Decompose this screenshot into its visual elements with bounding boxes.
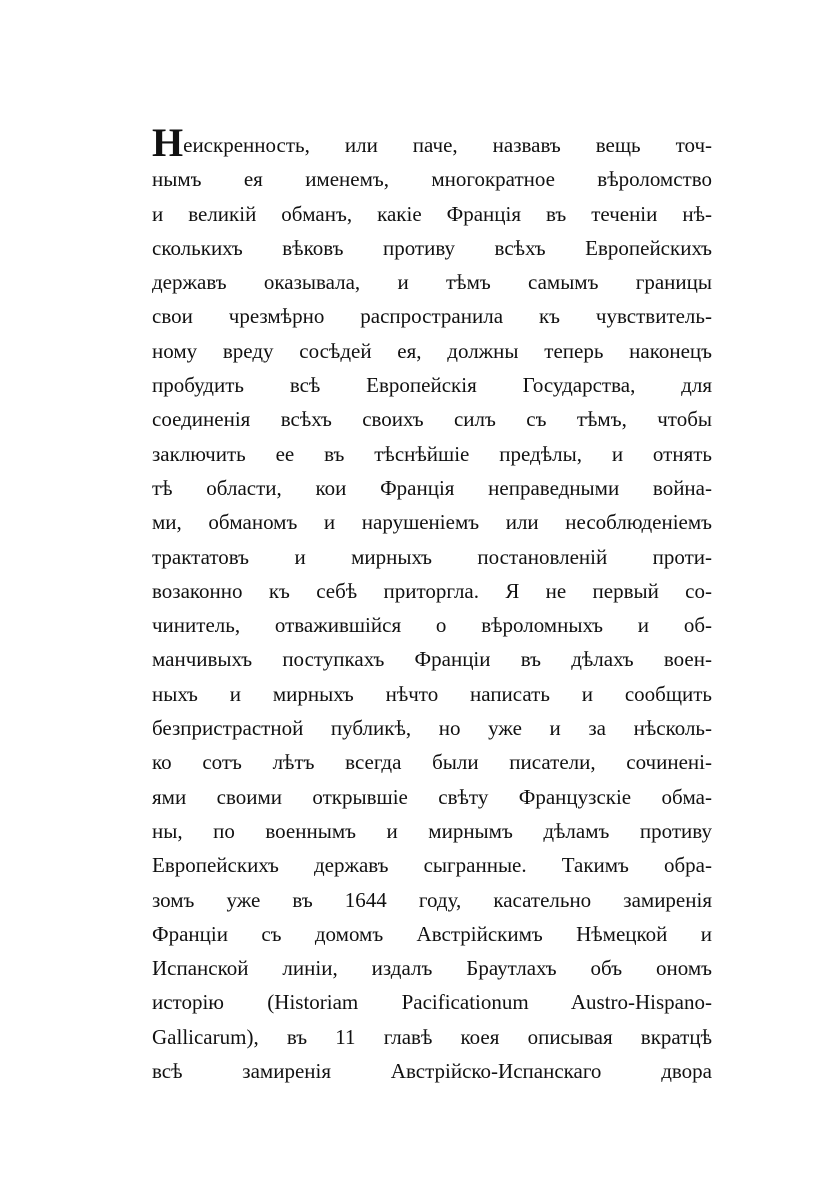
text-line: безпристрастной публикѣ, но уже и за нѣсколь-: [152, 716, 712, 741]
text-line: чинитель, отважившійся о вѣроломныхъ и об-: [152, 613, 712, 638]
text-line: [152, 120, 712, 165]
text-line: Франціи съ домомъ Австрійскимъ Нѣмецкой и: [152, 921, 712, 946]
text-line: ями своими открывшіе свѣту Французскіе обма-: [152, 784, 712, 809]
text-line: манчивыхъ поступкахъ Франціи въ дѣлахъ воен-: [152, 647, 712, 672]
text-line: державъ оказывала, и тѣмъ самымъ границы: [152, 270, 712, 295]
text-line: возаконно къ себѣ приторгла. Я не первый со-: [152, 578, 712, 603]
text-line: свои чрезмѣрно распространила къ чувствитель-: [152, 304, 712, 329]
text-line: зомъ уже въ 1644 году, касательно замиренія: [152, 887, 712, 912]
text-line: ному вреду сосѣдей ея, должны теперь наконецъ: [152, 338, 712, 363]
text-line: ны, по военнымъ и мирнымъ дѣламъ противу: [152, 818, 712, 843]
text-line-rest: еискренность, или паче, назвавъ вещь точ-: [183, 133, 712, 157]
text-line: трактатовъ и мирныхъ постановленій проти-: [152, 544, 712, 569]
text-line: ныхъ и мирныхъ нѣчто написать и сообщить: [152, 681, 712, 706]
text-line: Gallicarum), въ 11 главѣ коея описывая вкратцѣ: [152, 1024, 712, 1049]
text-line: пробудить всѣ Европейскія Государства, для: [152, 373, 712, 398]
text-line: тѣ области, кои Франція неправедными война-: [152, 475, 712, 500]
text-line: исторію (Historiam Pacificationum Austro-Hispano-: [152, 990, 712, 1015]
initial-letter: Н: [152, 120, 184, 165]
text-line: и великій обманъ, какіе Франція въ теченіи нѣ-: [152, 201, 712, 226]
text-line: ми, обманомъ и нарушеніемъ или несоблюденіемъ: [152, 510, 712, 535]
body-text: [152, 120, 712, 1088]
text-line: Европейскихъ державъ сыгранные. Такимъ обра-: [152, 853, 712, 878]
text-line: сколькихъ вѣковъ противу всѣхъ Европейскихъ: [152, 235, 712, 260]
text-line: всѣ замиренія Австрійско-Испанскаго двора: [152, 1059, 712, 1084]
text-line: соединенія всѣхъ своихъ силъ съ тѣмъ, чтобы: [152, 407, 712, 432]
text-line: ко сотъ лѣтъ всегда были писатели, сочиненi-: [152, 750, 712, 775]
text-line: нымъ ея именемъ, многократное вѣроломство: [152, 167, 712, 192]
text-line: заключить ее въ тѣснѣйшіе предѣлы, и отнять: [152, 441, 712, 466]
text-line: Испанской линіи, издалъ Браутлахъ объ ономъ: [152, 956, 712, 981]
